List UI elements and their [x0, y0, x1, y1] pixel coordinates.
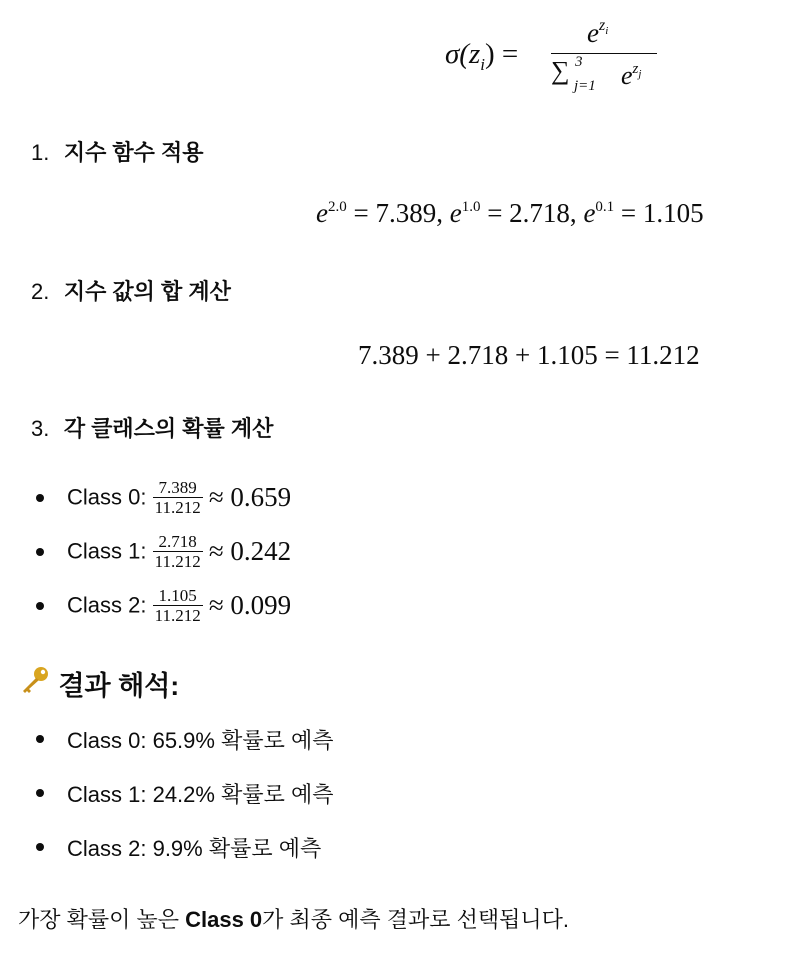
exp-base: e	[583, 198, 596, 228]
conclusion-suffix: 가 최종 예측 결과로 선택됩니다.	[262, 907, 570, 932]
fraction-denominator: 11.212	[154, 606, 201, 625]
key-icon	[18, 665, 50, 702]
formula-lhs-sub: i	[480, 54, 485, 74]
exp-power: 0.1	[595, 199, 615, 215]
step-number: 2.	[31, 279, 50, 304]
result-item: Class 2: 9.9% 확률로 예측	[67, 836, 322, 861]
list-bullet	[36, 735, 44, 743]
probability-fraction	[153, 532, 203, 571]
conclusion-bold: Class 0	[185, 907, 263, 932]
class-label: Class 2:	[67, 592, 147, 618]
formula-den-exp: z	[632, 61, 639, 77]
approx-value: ≈ 0.099	[208, 590, 292, 620]
fraction-numerator: 7.389	[153, 478, 203, 498]
fraction-denominator: 11.212	[154, 552, 201, 571]
probability-fraction	[153, 586, 203, 625]
formula-sum-top: 3	[575, 54, 583, 70]
exp-base: e	[449, 198, 462, 228]
fraction-denominator: 11.212	[154, 498, 201, 517]
formula-sum-symbol: ∑	[551, 56, 570, 85]
list-bullet	[36, 494, 44, 502]
fraction-numerator: 2.718	[153, 532, 203, 552]
formula-num-base: e	[587, 18, 599, 48]
result-heading-text: 결과 해석:	[58, 671, 180, 701]
formula-den-exp-sub: j	[638, 68, 642, 81]
list-bullet	[36, 843, 44, 851]
step-number: 3.	[31, 416, 50, 441]
fraction-bar	[551, 53, 657, 54]
class-label: Class 1:	[67, 538, 147, 564]
exp-value: = 2.718,	[487, 198, 577, 228]
class-prob-item	[67, 532, 291, 571]
step-number: 1.	[31, 140, 50, 165]
exp-equation	[316, 198, 704, 229]
exp-value: = 7.389,	[353, 198, 443, 228]
softmax-formula	[445, 18, 665, 104]
approx-value: ≈ 0.659	[208, 482, 292, 512]
formula-lhs: σ(z	[445, 38, 481, 70]
result-heading	[18, 664, 179, 700]
exp-value: = 1.105	[620, 198, 704, 228]
exp-power: 1.0	[461, 199, 481, 215]
sum-equation: 7.389 + 2.718 + 1.105 = 11.212	[358, 340, 700, 370]
exp-power: 2.0	[327, 199, 347, 215]
formula-sum-bottom: j=1	[574, 78, 596, 94]
formula-lhs-close: ) =	[484, 38, 519, 70]
step-3	[31, 412, 273, 443]
step-2	[31, 275, 231, 306]
exp-base: e	[316, 198, 328, 228]
result-item: Class 1: 24.2% 확률로 예측	[67, 782, 334, 807]
list-bullet	[36, 789, 44, 797]
conclusion-prefix: 가장 확률이 높은	[18, 907, 186, 932]
list-bullet	[36, 602, 44, 610]
step-1	[31, 136, 204, 167]
step-title: 지수 함수 적용	[63, 140, 204, 165]
conclusion-text	[18, 903, 569, 934]
result-item: Class 0: 65.9% 확률로 예측	[67, 728, 334, 753]
class-prob-item	[67, 478, 291, 517]
fraction-numerator: 1.105	[153, 586, 203, 606]
class-prob-item	[67, 586, 291, 625]
probability-fraction	[153, 478, 203, 517]
approx-value: ≈ 0.242	[208, 536, 292, 566]
step-title: 지수 값의 합 계산	[63, 279, 231, 304]
list-bullet	[36, 548, 44, 556]
formula-num-exp-sub: i	[605, 25, 609, 38]
formula-num-exp: z	[598, 17, 606, 34]
class-label: Class 0:	[67, 484, 147, 510]
formula-den-base: e	[621, 61, 633, 90]
step-title: 각 클래스의 확률 계산	[63, 416, 274, 441]
